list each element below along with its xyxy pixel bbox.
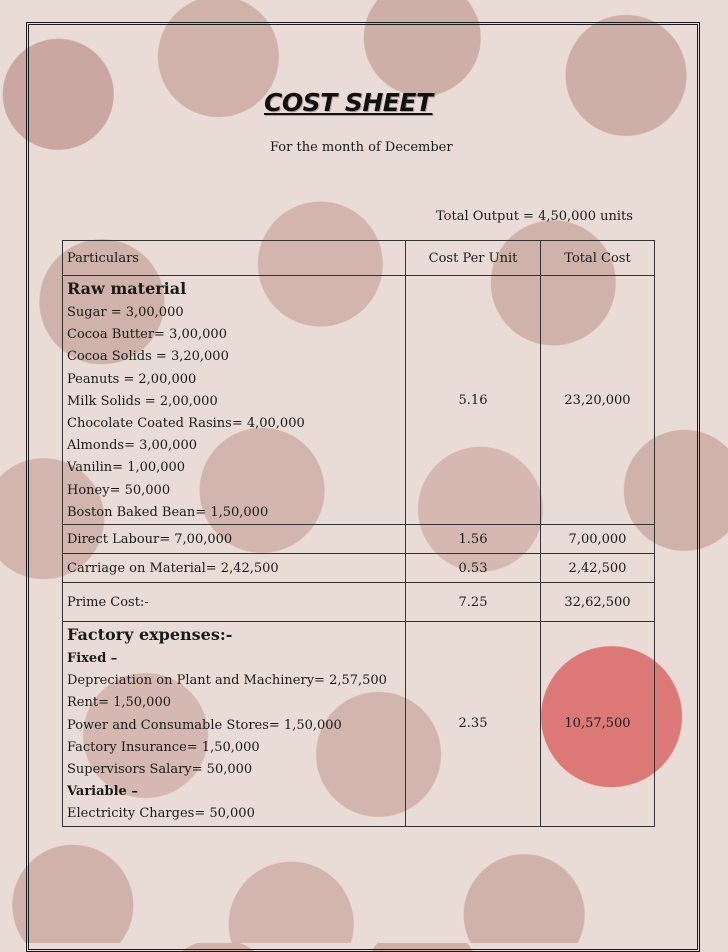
cost-sheet-table [62,240,655,827]
direct-labour-label: Direct Labour= 7,00,000 [63,525,406,554]
page-title: COST SHEET [264,88,433,117]
raw-material-item: Boston Baked Bean= 1,50,000 [67,504,269,520]
fixed-expense-item: Rent= 1,50,000 [67,695,171,711]
prime-cost-label: Prime Cost:- [63,583,406,622]
fixed-expense-item: Supervisors Salary= 50,000 [67,762,253,778]
raw-material-total-cost: 23,20,000 [541,276,655,525]
direct-labour-cost-per-unit: 1.56 [406,525,541,554]
raw-material-particulars [63,276,406,525]
prime-cost-total: 32,62,500 [541,583,655,622]
raw-material-item: Cocoa Solids = 3,20,000 [67,349,229,365]
raw-material-label: Raw material [67,279,187,298]
fixed-expense-item: Factory Insurance= 1,50,000 [67,739,260,755]
header-total-cost: Total Cost [541,241,655,276]
raw-material-item: Sugar = 3,00,000 [67,305,184,320]
factory-expenses-particulars [63,622,406,827]
prime-cost-per-unit: 7.25 [406,583,541,622]
variable-expense-item: Electricity Charges= 50,000 [67,806,255,822]
header-cost-per-unit: Cost Per Unit [406,241,541,276]
total-output-note: Total Output = 4,50,000 units [436,209,633,224]
fixed-expenses-label: Fixed – [67,651,118,667]
factory-expenses-total-cost: 10,57,500 [541,622,655,827]
raw-material-item: Milk Solids = 2,00,000 [67,393,218,409]
period-subtitle: For the month of December [270,140,453,155]
variable-expenses-label: Variable – [67,784,138,800]
direct-labour-row [63,525,655,554]
header-particulars: Particulars [63,241,406,276]
raw-material-cost-per-unit: 5.16 [406,276,541,525]
table-header-row [63,241,655,276]
fixed-expense-item: Depreciation on Plant and Machinery= 2,57,500 [67,673,387,689]
direct-labour-total-cost: 7,00,000 [541,525,655,554]
raw-material-item: Peanuts = 2,00,000 [67,371,197,387]
raw-material-item: Vanilin= 1,00,000 [67,460,186,476]
raw-material-item: Cocoa Butter= 3,00,000 [67,327,227,343]
factory-expenses-label: Factory expenses:- [67,625,233,645]
raw-material-item: Honey= 50,000 [67,482,171,498]
fixed-expense-item: Power and Consumable Stores= 1,50,000 [67,717,342,733]
carriage-total-cost: 2,42,500 [541,554,655,583]
raw-material-row [63,276,655,525]
factory-expenses-cost-per-unit: 2.35 [406,622,541,827]
carriage-label: Carriage on Material= 2,42,500 [63,554,406,583]
raw-material-item: Chocolate Coated Rasins= 4,00,000 [67,416,305,432]
raw-material-item: Almonds= 3,00,000 [67,438,197,454]
carriage-row [63,554,655,583]
factory-expenses-row [63,622,655,827]
carriage-cost-per-unit: 0.53 [406,554,541,583]
prime-cost-row [63,583,655,622]
